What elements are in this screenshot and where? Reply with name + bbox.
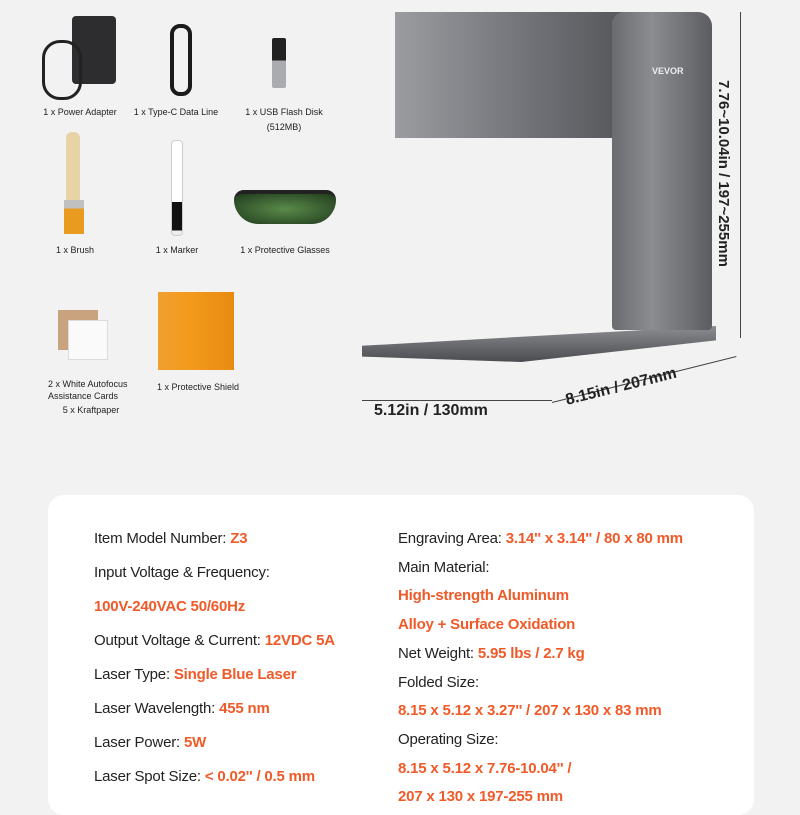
height-dimension-line xyxy=(740,12,741,338)
spec-row xyxy=(94,632,335,649)
protective-glasses-image xyxy=(234,190,336,224)
spec-label: Laser Spot Size: xyxy=(94,768,201,785)
spec-value: High-strength Aluminum xyxy=(398,587,569,605)
power-adapter-cable xyxy=(42,40,82,100)
spec-label: Item Model Number: xyxy=(94,530,227,547)
spec-label: Laser Wavelength: xyxy=(94,700,216,717)
spec-label: Main Material: xyxy=(398,558,490,576)
accessory-label: 1 x Marker xyxy=(155,245,199,255)
spec-value: Single Blue Laser xyxy=(173,666,297,683)
spec-value: 5W xyxy=(183,734,207,751)
type-c-cable-image xyxy=(170,24,192,96)
accessory-label: 1 x Type-C Data Line xyxy=(133,107,219,117)
usb-flash-disk-image xyxy=(272,38,286,88)
accessory-label: 1 x Protective Glasses xyxy=(240,245,330,255)
spec-row xyxy=(398,731,498,748)
spec-value: 100V-240VAC 50/60Hz xyxy=(94,598,246,615)
spec-row xyxy=(398,760,571,777)
spec-label: Laser Power: xyxy=(94,734,180,751)
spec-row xyxy=(94,598,245,615)
spec-row xyxy=(398,616,575,633)
brand-logo: VEVOR xyxy=(652,66,684,76)
spec-row xyxy=(398,530,683,547)
spec-row xyxy=(94,700,270,717)
accessory-sublabel: (512MB) xyxy=(266,122,302,132)
spec-row xyxy=(398,674,479,691)
spec-value: 455 nm xyxy=(219,700,270,717)
spec-value: 3.14'' x 3.14'' / 80 x 80 mm xyxy=(505,530,683,547)
brush-image xyxy=(66,132,80,202)
spec-label: Operating Size: xyxy=(398,730,499,748)
spec-row xyxy=(94,530,247,547)
spec-row xyxy=(94,768,315,785)
spec-value: 207 x 130 x 197-255 mm xyxy=(398,788,563,806)
spec-row xyxy=(398,559,489,576)
accessory-sublabel: Assistance Cards xyxy=(48,391,119,401)
spec-value: 8.15 x 5.12 x 3.27'' / 207 x 130 x 83 mm xyxy=(398,702,662,720)
accessory-label: 1 x Power Adapter xyxy=(43,107,117,117)
spec-label: Input Voltage & Frequency: xyxy=(94,564,270,581)
spec-row xyxy=(398,645,585,662)
spec-label: Net Weight: xyxy=(398,644,474,662)
spec-value: Alloy + Surface Oxidation xyxy=(398,616,576,634)
spec-row xyxy=(94,564,270,581)
depth-dimension: 8.15in / 207mm xyxy=(563,364,679,409)
spec-value: 5.95 lbs / 2.7 kg xyxy=(477,644,585,662)
accessory-label: 1 x USB Flash Disk xyxy=(245,107,323,117)
height-dimension: 7.76~10.04in / 197~255mm xyxy=(714,80,732,267)
spec-value: 8.15 x 5.12 x 7.76-10.04'' / xyxy=(398,759,572,777)
spec-row xyxy=(398,587,569,604)
engraver-column xyxy=(612,12,712,330)
spec-row xyxy=(94,734,206,751)
spec-label: Engraving Area: xyxy=(398,530,502,547)
accessory-sublabel: 5 x Kraftpaper xyxy=(62,405,120,415)
accessory-label: 1 x Protective Shield xyxy=(156,382,240,392)
spec-label: Folded Size: xyxy=(398,673,479,691)
engraver-arm xyxy=(395,12,625,138)
autofocus-card-image xyxy=(68,320,108,360)
engraver-base xyxy=(362,326,716,362)
width-dimension-line xyxy=(362,400,552,401)
spec-value: < 0.02'' / 0.5 mm xyxy=(204,768,315,785)
spec-value: 12VDC 5A xyxy=(264,632,335,649)
spec-label: Output Voltage & Current: xyxy=(94,632,261,649)
spec-row xyxy=(398,702,662,719)
spec-row xyxy=(94,666,296,683)
marker-image xyxy=(171,140,183,236)
width-dimension: 5.12in / 130mm xyxy=(374,402,488,419)
accessory-label: 1 x Brush xyxy=(55,245,95,255)
brush-bristles xyxy=(64,200,84,234)
spec-value: Z3 xyxy=(230,530,248,547)
spec-label: Laser Type: xyxy=(94,666,170,683)
accessory-label: 2 x White Autofocus xyxy=(48,379,128,389)
spec-row xyxy=(398,788,563,805)
protective-shield-image xyxy=(158,292,234,370)
